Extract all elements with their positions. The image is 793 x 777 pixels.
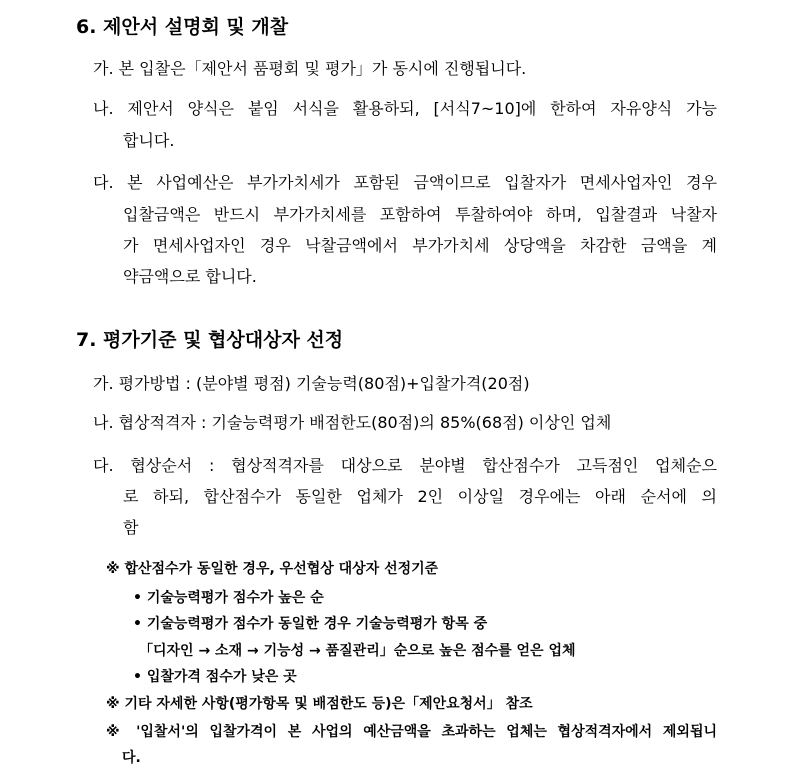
section-7-item-ga: 가. 평가방법 : (분야별 평점) 기술능력(80점)+입찰가격(20점) (93, 374, 530, 393)
section-7-heading: 7. 평가기준 및 협상대상자 선정 (76, 329, 344, 351)
section-6-item-na-line1: 나. 제안서 양식은 붙임 서식을 활용하되, [서식7~10]에 한하여 자유양식 가능 (93, 99, 717, 118)
section-7-item-da-line1: 다. 협상순서 : 협상적격자를 대상으로 분야별 합산점수가 고득점인 업체순으 (93, 456, 717, 475)
note-tiebreak-heading: ※ 합산점수가 동일한 경우, 우선협상 대상자 선정기준 (106, 561, 439, 577)
section-6-heading: 6. 제안서 설명회 및 개찰 (76, 16, 289, 38)
note-exclusion-line1: ※ '입찰서'의 입찰가격이 본 사업의 예산금액을 초과하는 업체는 협상적격자에서 제외됩니 (106, 724, 717, 740)
section-6-item-ga: 가. 본 입찰은「제안서 품평회 및 평가」가 동시에 진행됩니다. (93, 59, 527, 78)
section-6-item-da-line3: 가 면세사업자인 경우 낙찰금액에서 부가가치세 상당액을 차감한 금액을 계 (123, 236, 717, 255)
note-bullet-2: • 기술능력평가 점수가 동일한 경우 기술능력평가 항목 중 (133, 616, 488, 632)
section-7-item-na: 나. 협상적격자 : 기술능력평가 배점한도(80점)의 85%(68점) 이상인 업체 (93, 413, 612, 432)
section-6-item-na-line2: 합니다. (123, 131, 175, 150)
section-7-item-da-line2: 로 하되, 합산점수가 동일한 업체가 2인 이상일 경우에는 아래 순서에 의 (123, 487, 717, 506)
section-6-item-da-line1: 다. 본 사업예산은 부가가치세가 포함된 금액이므로 입찰자가 면세사업자인 경우 (93, 173, 717, 192)
section-7-item-da-line3: 함 (123, 518, 139, 537)
section-6-item-da-line4: 약금액으로 합니다. (123, 267, 257, 286)
section-6-item-da-line2: 입찰금액은 반드시 부가가치세를 포함하여 투찰하여야 하며, 입찰결과 낙찰자 (123, 205, 717, 224)
note-reference: ※ 기타 자세한 사항(평가항목 및 배점한도 등)은「제안요청서」 참조 (106, 696, 533, 712)
note-bullet-2-detail: 「디자인 → 소재 → 기능성 → 품질관리」순으로 높은 점수를 얻은 업체 (139, 643, 576, 659)
note-bullet-1: • 기술능력평가 점수가 높은 순 (133, 590, 324, 606)
note-bullet-3: • 입찰가격 점수가 낮은 곳 (133, 669, 297, 685)
note-exclusion-line2: 다. (122, 750, 141, 766)
